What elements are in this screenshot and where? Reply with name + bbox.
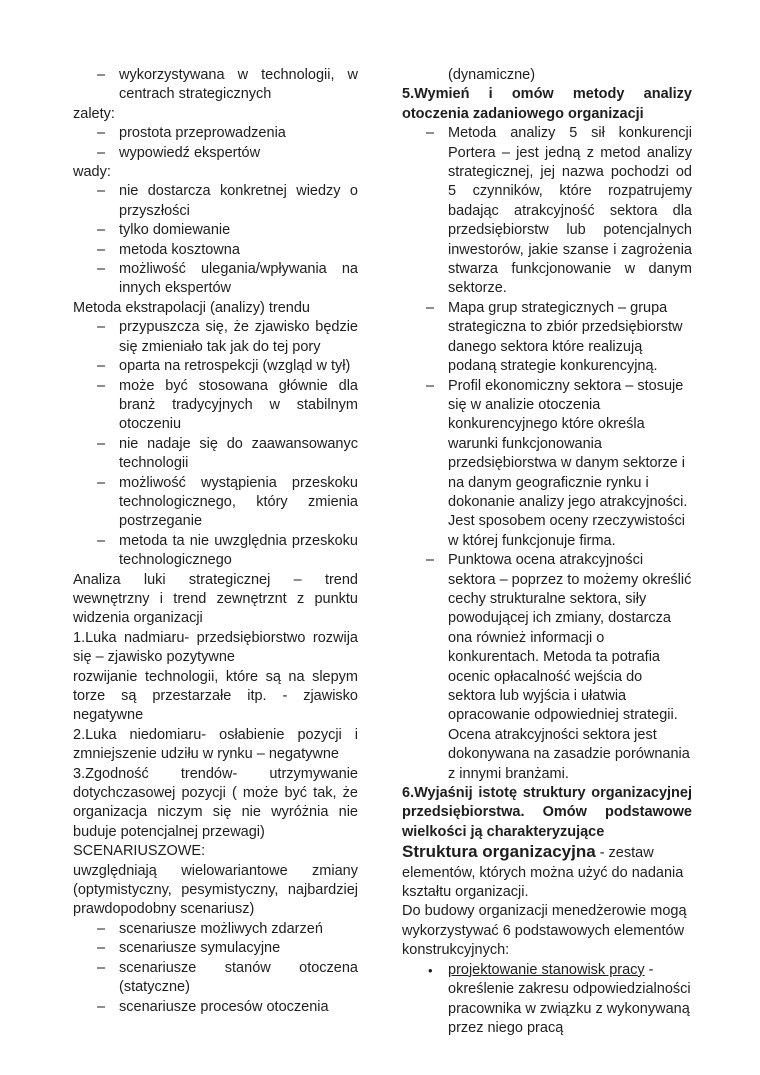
dash-list-item [73,241,358,260]
dash-list-item [73,260,358,299]
text-content: prostota przeprowadzenia [119,125,286,142]
term-definition: - zestaw elementów, których można użyć do nadania kształtu organizacji. [402,845,684,901]
dash-marker-icon: – [97,319,106,336]
dash-marker-icon: – [426,377,435,394]
text-content: oparta na retrospekcji (wzgląd w tył) [119,358,351,375]
text-content: uwzględniają wielowariantowe zmiany (optymistyczny, pesymistyczny, najbardziej prawdopodobny scenariusz) [73,862,358,918]
text-content: Profil ekonomiczny sektora – stosuje się w analizie otoczenia konkurencyjnego które określa warunki funkcjonowania przedsiębiorstwa w danym sektorze i na danym geograficznie rynku i dokonanie analizy jego atrakcyjności. Jest sposobem oceny rzeczywistości w której funkcjonuje firma. [448,377,688,549]
dash-list-item [73,66,358,105]
dash-list-item [402,124,692,299]
right-column [402,66,692,1038]
text-content: zalety: [73,105,115,122]
text-content: tylko domiewanie [119,222,231,239]
term-label: Struktura organizacyjna [402,842,596,862]
dash-list-item [402,551,692,784]
dash-marker-icon: – [97,940,106,957]
term-definition: - określenie zakresu odpowiedzialności pracownika w związku z wykonywaną przez niego pracą [448,961,691,1036]
text-content: 6.Wyjaśnij istotę struktury organizacyjnej przedsiębiorstwa. Omów podstawowe wielkości ją charakteryzujące [402,785,692,840]
text-content: scenariusze symulacyjne [119,940,281,957]
text-content: Metoda analizy 5 sił konkurencji Portera – jest jedną z metod analizy strategicznej, jej nazwa pochodzi od 5 czynników, które rozpatrujemy badając atrakcyjność sektora dla przedsiębiorstw lub potencjalnych inwestorów, jakie szanse i zagrożenia stwarza funkcjonowanie w danym sektorze. [448,125,692,297]
dash-marker-icon: – [97,959,106,976]
text-content: przypuszcza się, że zjawisko będzie się zmieniało tak jak do tej pory [119,319,358,355]
text-content: wady: [73,164,111,181]
text-content: wypowiedź ekspertów [119,144,261,161]
dash-list-item [73,221,358,240]
paragraph [73,105,358,124]
text-content: Analiza luki strategicznej – trend wewnętrzny i trend zewnętrznt z punktu widzenia organizacji [73,571,358,627]
text-content: metoda kosztowna [119,241,240,258]
dash-list-item [73,435,358,474]
bullet-marker-icon: • [428,962,433,978]
text-content: scenariusze procesów otoczenia [119,998,329,1015]
dash-list-item [73,318,358,357]
dash-list-item [73,124,358,143]
section-heading [402,784,692,842]
text-content: nie dostarcza konkretnej wiedzy o przyszłości [119,183,358,219]
text-content: metoda ta nie uwzględnia przeskoku technologicznego [119,532,358,569]
dash-marker-icon: – [426,299,435,316]
text-content: 1.Luka nadmiaru- przedsiębiorstwo rozwija się – zjawisko pozytywne [73,629,358,666]
paragraph [73,571,358,629]
dash-list-item [402,377,692,552]
dash-marker-icon: – [97,920,106,937]
dash-marker-icon: – [97,435,106,452]
paragraph [73,629,358,668]
dash-list-item [73,357,358,376]
text-content: (dynamiczne) [448,67,536,83]
dash-marker-icon: – [426,125,435,142]
text-content: scenariusze możliwych zdarzeń [119,920,323,937]
text-content: scenariusze stanów otoczena (statyczne) [119,959,358,996]
paragraph [73,842,358,861]
paragraph [73,299,358,318]
dash-list-item [73,532,358,571]
paragraph [73,668,358,726]
dash-marker-icon: – [97,261,106,278]
text-content: SCENARIUSZOWE: [73,843,206,860]
dash-list-item [73,182,358,221]
text-content: może być stosowana głównie dla branż tradycyjnych w stabilnym otoczeniu [119,377,358,433]
dash-list-item [73,474,358,532]
text-content: 2.Luka niedomiaru- osłabienie pozycji i zmniejszenie udziłu w rynku – negatywne [73,726,358,763]
text-content: Punktowa ocena atrakcyjności sektora – poprzez to możemy określić cechy strukturalne sektora, siły powodującej ich zmiany, dostarcza ona również informacji o konkurentach. Metoda ta potrafia ocenic opłacalność wejścia do sektora lub wyjścia i ułatwia opracowanie odpowiedniej strategii. Ocena atrakcyjności sektora jest dokonywana na zasadzie porównania z innymi branżami. [448,552,692,782]
dash-list-item [73,144,358,163]
paragraph [73,862,358,920]
dash-list-item [73,939,358,958]
paragraph [402,66,692,85]
text-content: 5.Wymień i omów metody analizy otoczenia zadaniowego organizacji [402,86,692,122]
dash-marker-icon: – [97,358,106,375]
dash-marker-icon: – [97,377,106,394]
paragraph [73,726,358,765]
dash-list-item [73,959,358,998]
dash-marker-icon: – [97,998,106,1015]
dash-marker-icon: – [97,125,106,142]
left-column [73,66,358,1017]
paragraph [402,902,692,960]
text-content: rozwijanie technologii, które są na slepym torze są przestarzałe itp. - zjawisko negatywne [73,668,358,724]
bullet-list-item [402,961,692,1039]
dash-marker-icon: – [97,241,106,258]
dash-marker-icon: – [97,183,106,200]
dash-marker-icon: – [97,144,106,161]
term-label: projektowanie stanowisk pracy [448,961,645,978]
dash-marker-icon: – [97,222,106,239]
text-content: możliwość ulegania/wpływania na innych ekspertów [119,261,358,297]
text-content: Metoda ekstrapolacji (analizy) trendu [73,299,310,316]
dash-marker-icon: – [97,532,106,549]
paragraph [73,163,358,182]
dash-list-item [73,920,358,939]
dash-list-item [73,998,358,1017]
section-heading [402,85,692,124]
dash-marker-icon: – [97,67,106,83]
text-content: 3.Zgodność trendów- utrzymywanie dotychczasowej pozycji ( może być tak, że organizacja niczym się nie wyróżnia nie buduje potencjalnej przewagi) [73,765,358,840]
dash-list-item [73,377,358,435]
text-content: wykorzystywana w technologii, w centrach strategicznych [119,67,358,103]
dash-marker-icon: – [426,552,435,569]
dash-marker-icon: – [97,474,106,491]
text-content: Mapa grup strategicznych – grupa strategiczna to zbiór przedsiębiorstw danego sektora które realizują podaną strategie konkurencyjną. [448,299,683,375]
text-content: możliwość wystąpienia przeskoku technologicznego, który zmienia postrzeganie [119,474,358,530]
text-content: nie nadaje się do zaawansowanyc technologii [119,435,358,472]
definition-paragraph [402,842,692,902]
dash-list-item [402,299,692,377]
paragraph [73,765,358,843]
text-content: Do budowy organizacji menedżerowie mogą wykorzystywać 6 podstawowych elementów konstrukcyjnych: [402,903,687,959]
